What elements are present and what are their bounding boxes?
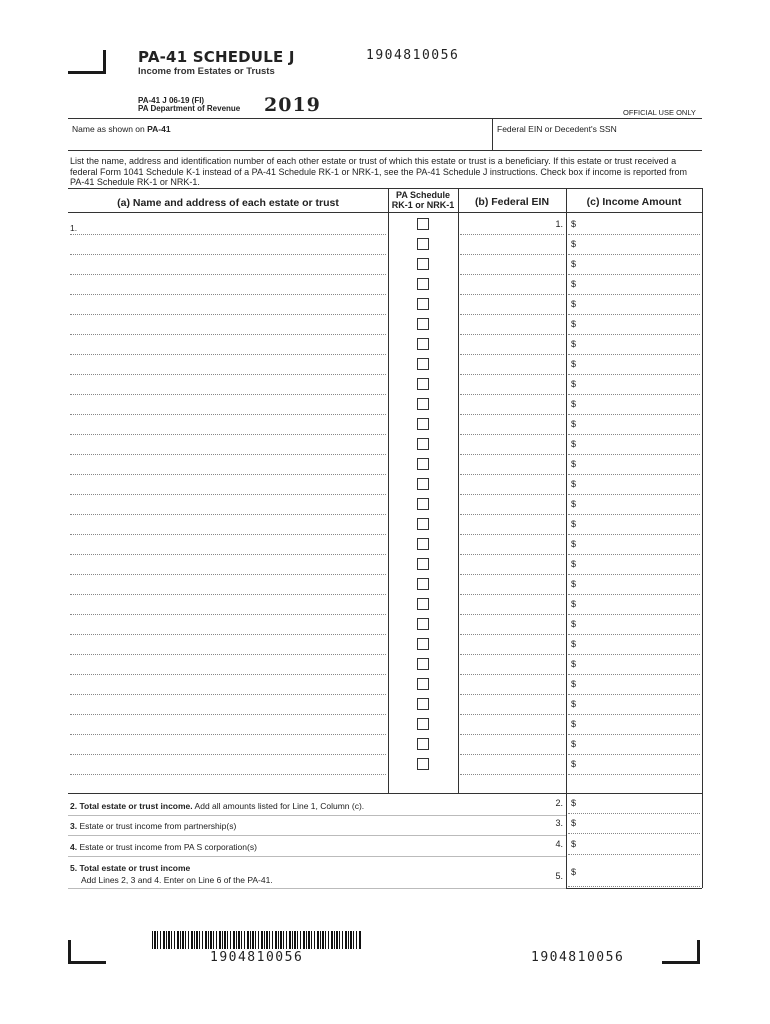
federal-ein-line[interactable] xyxy=(460,534,564,535)
name-label xyxy=(72,124,171,134)
name-address-line[interactable] xyxy=(70,634,386,635)
federal-ein-line[interactable] xyxy=(460,634,564,635)
income-amount-line[interactable] xyxy=(568,674,700,675)
table-bottom-line xyxy=(68,793,702,794)
footer-barcode-number-left: 1904810056 xyxy=(210,950,304,965)
name-address-line[interactable] xyxy=(70,374,386,375)
total-line-3-dollar: $ xyxy=(571,818,577,828)
total-line-label-bold: 3. xyxy=(70,821,78,831)
income-amount-line[interactable] xyxy=(568,294,700,295)
federal-ein-line[interactable] xyxy=(460,514,564,515)
name-address-line[interactable] xyxy=(70,454,386,455)
rk1-checkbox[interactable] xyxy=(417,618,429,630)
footer-barcode xyxy=(152,931,362,949)
total-line-label-bold: 2. Total estate or trust income. xyxy=(70,801,193,811)
name-address-line[interactable] xyxy=(70,774,386,775)
name-address-line[interactable] xyxy=(70,494,386,495)
name-address-line[interactable] xyxy=(70,314,386,315)
form-barcode-number: 1904810056 xyxy=(366,48,460,63)
total-line-3-number: 3. xyxy=(555,818,563,828)
rk1-checkbox[interactable] xyxy=(417,498,429,510)
form-right-border xyxy=(702,188,703,888)
income-amount-line[interactable] xyxy=(568,334,700,335)
income-amount-line[interactable] xyxy=(568,534,700,535)
income-amount-line[interactable] xyxy=(568,454,700,455)
rk1-checkbox[interactable] xyxy=(417,278,429,290)
federal-ein-line[interactable] xyxy=(460,614,564,615)
dollar-sign: $ xyxy=(571,339,577,349)
name-address-line[interactable] xyxy=(70,554,386,555)
federal-ein-line[interactable] xyxy=(460,274,564,275)
total-line-label-text: Estate or trust income from partnership(s) xyxy=(77,821,237,831)
column-rk1-header-line1: PA Schedule xyxy=(395,190,450,200)
total-line-3-amount-field[interactable] xyxy=(568,833,700,834)
form-subtitle: Income from Estates or Trusts xyxy=(138,66,275,77)
total-line-5-number: 5. xyxy=(555,871,563,881)
rk1-checkbox[interactable] xyxy=(417,598,429,610)
name-address-line[interactable] xyxy=(70,414,386,415)
total-line-4-dollar: $ xyxy=(571,839,577,849)
income-amount-line[interactable] xyxy=(568,434,700,435)
name-label-bold: PA-41 xyxy=(147,124,171,134)
dollar-sign: $ xyxy=(571,439,577,449)
income-amount-line[interactable] xyxy=(568,354,700,355)
rk1-checkbox[interactable] xyxy=(417,338,429,350)
federal-ein-line[interactable] xyxy=(460,574,564,575)
dollar-sign: $ xyxy=(571,519,577,529)
department-name: PA Department of Revenue xyxy=(138,104,241,113)
income-amount-line[interactable] xyxy=(568,474,700,475)
income-amount-line[interactable] xyxy=(568,574,700,575)
name-address-line[interactable] xyxy=(70,434,386,435)
federal-ein-line[interactable] xyxy=(460,414,564,415)
form-code: PA-41 J 06-19 (FI) xyxy=(138,96,205,105)
total-line-5-instruction: Add Lines 2, 3 and 4. Enter on Line 6 of the PA-41. xyxy=(81,875,273,885)
name-address-line[interactable] xyxy=(70,474,386,475)
column-header-top-line xyxy=(68,188,702,189)
federal-ein-line[interactable] xyxy=(460,694,564,695)
rk1-checkbox[interactable] xyxy=(417,538,429,550)
rk1-checkbox[interactable] xyxy=(417,698,429,710)
income-amount-line[interactable] xyxy=(568,274,700,275)
name-address-line[interactable] xyxy=(70,754,386,755)
rk1-checkbox[interactable] xyxy=(417,258,429,270)
name-address-line[interactable] xyxy=(70,534,386,535)
dollar-sign: $ xyxy=(571,739,577,749)
corner-mark-top-left xyxy=(68,50,106,74)
rk1-checkbox[interactable] xyxy=(417,298,429,310)
dollar-sign: $ xyxy=(571,619,577,629)
total-line-label-bold: 4. xyxy=(70,842,78,852)
dollar-sign: $ xyxy=(571,459,577,469)
income-amount-line[interactable] xyxy=(568,494,700,495)
total-line-divider xyxy=(68,856,566,857)
dollar-sign: $ xyxy=(571,359,577,369)
federal-ein-line[interactable] xyxy=(460,394,564,395)
income-amount-line[interactable] xyxy=(568,754,700,755)
column-divider-a xyxy=(388,188,389,793)
instructions-text: List the name, address and identification number of each other estate or trust of which this estate or trust is a beneficiary. If this estate or trust received a federal Form 1041 Schedule K-1 instead of a PA-41 Schedule RK-1 or NRK-1, see the PA-41 Schedule J instructions. Check box if income is reported from PA-41 Schedule RK-1 or NRK-1. xyxy=(70,156,687,188)
name-address-line[interactable] xyxy=(70,354,386,355)
income-amount-line[interactable] xyxy=(568,694,700,695)
name-address-line[interactable] xyxy=(70,654,386,655)
income-amount-line[interactable] xyxy=(568,774,700,775)
name-address-line[interactable] xyxy=(70,234,386,235)
federal-ein-line[interactable] xyxy=(460,254,564,255)
corner-mark-bottom-left xyxy=(68,940,106,964)
name-address-line[interactable] xyxy=(70,514,386,515)
federal-ein-line[interactable] xyxy=(460,674,564,675)
federal-ein-line[interactable] xyxy=(460,554,564,555)
name-address-line[interactable] xyxy=(70,714,386,715)
rk1-checkbox[interactable] xyxy=(417,658,429,670)
federal-ein-line[interactable] xyxy=(460,734,564,735)
name-address-line[interactable] xyxy=(70,334,386,335)
total-line-4-number: 4. xyxy=(555,839,563,849)
rk1-checkbox[interactable] xyxy=(417,378,429,390)
dollar-sign: $ xyxy=(571,639,577,649)
dollar-sign: $ xyxy=(571,239,577,249)
income-amount-line[interactable] xyxy=(568,314,700,315)
total-line-3-label xyxy=(70,821,236,831)
total-line-2-label xyxy=(70,801,364,811)
income-amount-line[interactable] xyxy=(568,234,700,235)
federal-ein-line[interactable] xyxy=(460,374,564,375)
rk1-checkbox[interactable] xyxy=(417,758,429,770)
income-amount-line[interactable] xyxy=(568,594,700,595)
income-amount-line[interactable] xyxy=(568,374,700,375)
column-rk1-header-line2: RK-1 or NRK-1 xyxy=(391,200,455,210)
column-b-header: (b) Federal EIN xyxy=(474,196,550,208)
rk1-checkbox[interactable] xyxy=(417,638,429,650)
total-line-2-dollar: $ xyxy=(571,798,577,808)
income-amount-line[interactable] xyxy=(568,654,700,655)
rk1-checkbox[interactable] xyxy=(417,358,429,370)
federal-ein-line[interactable] xyxy=(460,754,564,755)
name-address-line[interactable] xyxy=(70,734,386,735)
income-amount-line[interactable] xyxy=(568,634,700,635)
rk1-checkbox[interactable] xyxy=(417,418,429,430)
rk1-checkbox[interactable] xyxy=(417,478,429,490)
dollar-sign: $ xyxy=(571,399,577,409)
income-amount-line[interactable] xyxy=(568,734,700,735)
column-header-bottom-line xyxy=(68,212,702,213)
name-label-prefix: Name as shown on xyxy=(72,124,148,134)
total-line-label-text: Estate or trust income from PA S corporation(s) xyxy=(77,842,257,852)
income-amount-line[interactable] xyxy=(568,554,700,555)
income-amount-line[interactable] xyxy=(568,394,700,395)
dollar-sign: $ xyxy=(571,379,577,389)
federal-ein-line[interactable] xyxy=(460,474,564,475)
rk1-checkbox[interactable] xyxy=(417,718,429,730)
total-line-2-number: 2. xyxy=(555,798,563,808)
total-line-4-label xyxy=(70,842,257,852)
dollar-sign: $ xyxy=(571,219,577,229)
header-top-line xyxy=(68,118,702,119)
rk1-checkbox[interactable] xyxy=(417,518,429,530)
form-title: PA-41 SCHEDULE J xyxy=(138,48,295,66)
name-address-line[interactable] xyxy=(70,394,386,395)
footer-barcode-number-right: 1904810056 xyxy=(531,950,625,965)
rk1-checkbox[interactable] xyxy=(417,238,429,250)
income-amount-line[interactable] xyxy=(568,714,700,715)
rk1-checkbox[interactable] xyxy=(417,218,429,230)
federal-ein-line[interactable] xyxy=(460,354,564,355)
dollar-sign: $ xyxy=(571,279,577,289)
income-amount-line[interactable] xyxy=(568,414,700,415)
federal-ein-line[interactable] xyxy=(460,594,564,595)
total-line-5-amount-field[interactable] xyxy=(568,886,700,887)
dollar-sign: $ xyxy=(571,539,577,549)
line-1-right-number: 1. xyxy=(555,219,563,229)
name-address-line[interactable] xyxy=(70,254,386,255)
income-amount-line[interactable] xyxy=(568,614,700,615)
total-line-label-text: Add all amounts listed for Line 1, Column (c). xyxy=(192,801,365,811)
column-divider-b xyxy=(566,188,567,888)
federal-ein-line[interactable] xyxy=(460,334,564,335)
federal-ein-line[interactable] xyxy=(460,454,564,455)
federal-ein-line[interactable] xyxy=(460,314,564,315)
rk1-checkbox[interactable] xyxy=(417,318,429,330)
total-line-4-amount-field[interactable] xyxy=(568,854,700,855)
line-1-left-number: 1. xyxy=(70,223,78,233)
total-line-5-dollar: $ xyxy=(571,867,577,877)
form-bottom-line xyxy=(566,888,702,889)
ein-label: Federal EIN or Decedent's SSN xyxy=(497,124,617,134)
dollar-sign: $ xyxy=(571,599,577,609)
name-address-line[interactable] xyxy=(70,694,386,695)
income-amount-line[interactable] xyxy=(568,254,700,255)
dollar-sign: $ xyxy=(571,759,577,769)
name-address-line[interactable] xyxy=(70,674,386,675)
rk1-checkbox[interactable] xyxy=(417,558,429,570)
name-address-line[interactable] xyxy=(70,594,386,595)
rk1-checkbox[interactable] xyxy=(417,678,429,690)
rk1-checkbox[interactable] xyxy=(417,438,429,450)
federal-ein-line[interactable] xyxy=(460,434,564,435)
federal-ein-line[interactable] xyxy=(460,494,564,495)
tax-year: 2019 xyxy=(264,94,321,116)
federal-ein-line[interactable] xyxy=(460,714,564,715)
rk1-checkbox[interactable] xyxy=(417,458,429,470)
dollar-sign: $ xyxy=(571,499,577,509)
column-divider-rk1 xyxy=(458,188,459,793)
dollar-sign: $ xyxy=(571,419,577,429)
federal-ein-line[interactable] xyxy=(460,774,564,775)
total-line-label-bold: 5. Total estate or trust income xyxy=(70,863,191,873)
income-amount-line[interactable] xyxy=(568,514,700,515)
dollar-sign: $ xyxy=(571,719,577,729)
federal-ein-line[interactable] xyxy=(460,654,564,655)
name-address-line[interactable] xyxy=(70,574,386,575)
total-line-divider xyxy=(68,815,566,816)
dollar-sign: $ xyxy=(571,579,577,589)
dollar-sign: $ xyxy=(571,699,577,709)
total-line-2-amount-field[interactable] xyxy=(568,813,700,814)
name-address-line[interactable] xyxy=(70,614,386,615)
rk1-checkbox[interactable] xyxy=(417,738,429,750)
federal-ein-line[interactable] xyxy=(460,234,564,235)
dollar-sign: $ xyxy=(571,659,577,669)
name-address-line[interactable] xyxy=(70,274,386,275)
rk1-checkbox[interactable] xyxy=(417,398,429,410)
column-c-header: (c) Income Amount xyxy=(586,196,682,208)
total-line-divider xyxy=(68,835,566,836)
rk1-checkbox[interactable] xyxy=(417,578,429,590)
name-address-line[interactable] xyxy=(70,294,386,295)
dollar-sign: $ xyxy=(571,319,577,329)
dollar-sign: $ xyxy=(571,679,577,689)
name-row-bottom-line xyxy=(68,150,702,151)
dollar-sign: $ xyxy=(571,479,577,489)
dollar-sign: $ xyxy=(571,259,577,269)
corner-mark-bottom-right xyxy=(662,940,700,964)
federal-ein-line[interactable] xyxy=(460,294,564,295)
dollar-sign: $ xyxy=(571,559,577,569)
total-line-divider xyxy=(68,888,566,889)
total-line-5-label xyxy=(70,863,190,873)
name-ein-divider xyxy=(492,118,493,150)
official-use-label: OFFICIAL USE ONLY xyxy=(623,108,696,117)
dollar-sign: $ xyxy=(571,299,577,309)
column-a-header: (a) Name and address of each estate or trust xyxy=(117,197,339,209)
